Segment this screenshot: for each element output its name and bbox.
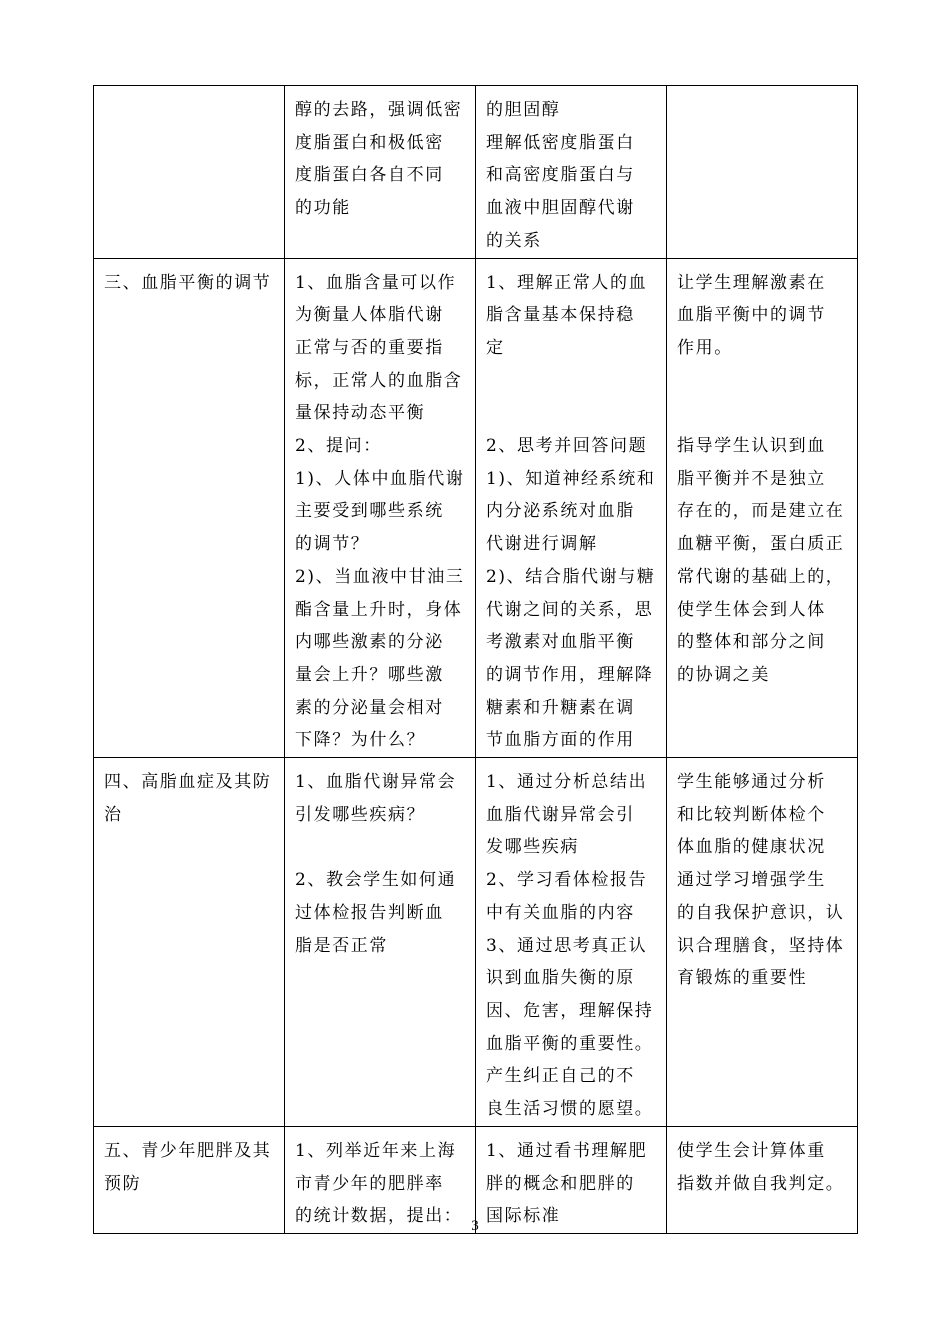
cell-text-line: 识到血脂失衡的原 xyxy=(486,968,635,989)
cell-text-line: 2、学习看体检报告 xyxy=(486,870,648,891)
cell-text-line: 让学生理解激素在 xyxy=(677,272,826,293)
topic-cell xyxy=(94,86,285,259)
cell-text-line: 标，正常人的血脂含 xyxy=(295,370,463,391)
cell-text-line: 内分泌系统对血脂 xyxy=(486,501,635,522)
cell-text-line: 发哪些疾病 xyxy=(486,837,579,858)
student-activity-cell xyxy=(476,86,667,259)
cell-text-line: 作用。 xyxy=(677,337,733,358)
cell-text-line: 的功能 xyxy=(295,198,351,219)
cell-text-line: 1)、人体中血脂代谢 xyxy=(295,468,465,489)
cell-text-line: 脂是否正常 xyxy=(295,935,388,956)
cell-text-line: 通过学习增强学生 xyxy=(677,870,826,891)
cell-text-line: 2、提问： xyxy=(295,436,382,457)
cell-text-line: 三、血脂平衡的调节 xyxy=(104,272,272,293)
cell-text-line: 代谢进行调解 xyxy=(486,534,598,555)
cell-text-line: 的胆固醇 xyxy=(486,100,561,120)
cell-text-line: 血脂平衡中的调节 xyxy=(677,305,826,326)
cell-text-line: 酯含量上升时，身体 xyxy=(295,599,463,620)
cell-text-line: 量保持动态平衡 xyxy=(295,403,426,424)
cell-text-line: 识合理膳食，坚持体 xyxy=(677,935,845,956)
cell-text-line: 血液中胆固醇代谢 xyxy=(486,198,635,219)
cell-text-line: 度脂蛋白和极低密 xyxy=(295,132,444,153)
lesson-plan-table xyxy=(93,85,858,1234)
cell-text-line: 体血脂的健康状况 xyxy=(677,837,826,858)
cell-text-line: 良生活习惯的愿望。 xyxy=(486,1099,654,1120)
design-intent-cell xyxy=(667,758,858,1127)
cell-text-line: 的统计数据，提出： xyxy=(295,1206,463,1227)
cell-text-line: 1、列举近年来上海 xyxy=(295,1140,457,1161)
cell-text-line: 市青少年的肥胖率 xyxy=(295,1173,444,1194)
cell-text-line: 主要受到哪些系统 xyxy=(295,501,444,522)
cell-text-line: 引发哪些疾病？ xyxy=(295,804,426,825)
cell-text-line: 2、教会学生如何通 xyxy=(295,870,457,891)
cell-text-line: 1、通过看书理解肥 xyxy=(486,1140,648,1161)
cell-text-line: 胖的概念和肥胖的 xyxy=(486,1173,635,1194)
cell-text-line: 糖素和升糖素在调 xyxy=(486,697,635,718)
cell-text-line: 下降？为什么？ xyxy=(295,730,426,751)
cell-text-line: 的调节作用，理解降 xyxy=(486,664,654,685)
cell-text-line: 和高密度脂蛋白与 xyxy=(486,165,635,186)
cell-text-line: 醇的去路，强调低密 xyxy=(295,100,463,120)
table-row xyxy=(94,758,858,1127)
cell-text-line: 1、通过分析总结出 xyxy=(486,772,648,793)
cell-text-line: 和比较判断体检个 xyxy=(677,804,826,825)
cell-text-line: 使学生会计算体重 xyxy=(677,1140,826,1161)
student-activity-cell xyxy=(476,258,667,758)
student-activity-cell xyxy=(476,758,667,1127)
cell-text-line: 国际标准 xyxy=(486,1206,561,1227)
cell-text-line: 节血脂方面的作用 xyxy=(486,730,635,751)
cell-text-line: 过体检报告判断血 xyxy=(295,902,444,923)
cell-text-line: 理解低密度脂蛋白 xyxy=(486,132,635,153)
cell-text-line: 1、血脂代谢异常会 xyxy=(295,772,457,793)
cell-text-line: 血脂代谢异常会引 xyxy=(486,804,635,825)
cell-text-line: 内哪些激素的分泌 xyxy=(295,632,444,653)
cell-text-line: 脂含量基本保持稳 xyxy=(486,305,635,326)
cell-text-line: 常代谢的基础上的， xyxy=(677,566,845,587)
design-intent-cell xyxy=(667,86,858,259)
cell-text-line: 为衡量人体脂代谢 xyxy=(295,305,444,326)
cell-text-line: 2)、当血液中甘油三 xyxy=(295,566,465,587)
cell-text-line: 定 xyxy=(486,337,505,358)
design-intent-cell xyxy=(667,258,858,758)
cell-text-line: 度脂蛋白各自不同 xyxy=(295,165,444,186)
cell-text-line: 血脂平衡的重要性。 xyxy=(486,1033,654,1054)
cell-text-line: 学生能够通过分析 xyxy=(677,772,826,793)
cell-text-line: 的关系 xyxy=(486,230,542,251)
teacher-activity-cell xyxy=(285,258,476,758)
cell-text-line: 的调节？ xyxy=(295,534,370,555)
cell-text-line: 1、血脂含量可以作 xyxy=(295,272,457,293)
cell-text-line: 的协调之美 xyxy=(677,664,770,685)
cell-text-line: 因、危害，理解保持 xyxy=(486,1000,654,1021)
topic-cell xyxy=(94,758,285,1127)
cell-text-line: 治 xyxy=(104,804,123,825)
table-row xyxy=(94,258,858,758)
cell-text-line: 2)、结合脂代谢与糖 xyxy=(486,566,656,587)
cell-text-line: 指导学生认识到血 xyxy=(677,436,826,456)
cell-text-line: 的整体和部分之间 xyxy=(677,632,826,653)
cell-text-line: 正常与否的重要指 xyxy=(295,337,444,358)
cell-text-line: 中有关血脂的内容 xyxy=(486,902,635,923)
cell-text-line: 素的分泌量会相对 xyxy=(295,697,444,718)
cell-text-line: 血糖平衡，蛋白质正 xyxy=(677,534,845,555)
cell-text-line: 存在的，而是建立在 xyxy=(677,501,845,522)
cell-text-line: 指数并做自我判定。 xyxy=(677,1173,845,1194)
cell-text-line: 产生纠正自己的不 xyxy=(486,1066,635,1087)
cell-text-line: 代谢之间的关系，思 xyxy=(486,599,654,620)
cell-text-line: 量会上升？哪些激 xyxy=(295,664,444,685)
teacher-activity-cell xyxy=(285,86,476,259)
cell-text-line: 的自我保护意识，认 xyxy=(677,902,845,923)
cell-text-line: 2、思考并回答问题 xyxy=(486,436,648,456)
cell-text-line: 3、通过思考真正认 xyxy=(486,935,648,956)
cell-text-line: 1、理解正常人的血 xyxy=(486,272,648,293)
topic-cell xyxy=(94,258,285,758)
cell-text-line: 育锻炼的重要性 xyxy=(677,968,808,989)
cell-text-line: 考激素对血脂平衡 xyxy=(486,632,635,653)
cell-text-line: 1)、知道神经系统和 xyxy=(486,468,656,489)
cell-text-line: 脂平衡并不是独立 xyxy=(677,468,826,489)
table-row xyxy=(94,86,858,259)
cell-text-line: 五、青少年肥胖及其 xyxy=(104,1140,272,1161)
cell-text-line: 四、高脂血症及其防 xyxy=(104,772,272,793)
cell-text-line: 预防 xyxy=(104,1173,142,1194)
page-number: 3 xyxy=(471,1218,479,1234)
cell-text-line: 使学生体会到人体 xyxy=(677,599,826,620)
teacher-activity-cell xyxy=(285,758,476,1127)
